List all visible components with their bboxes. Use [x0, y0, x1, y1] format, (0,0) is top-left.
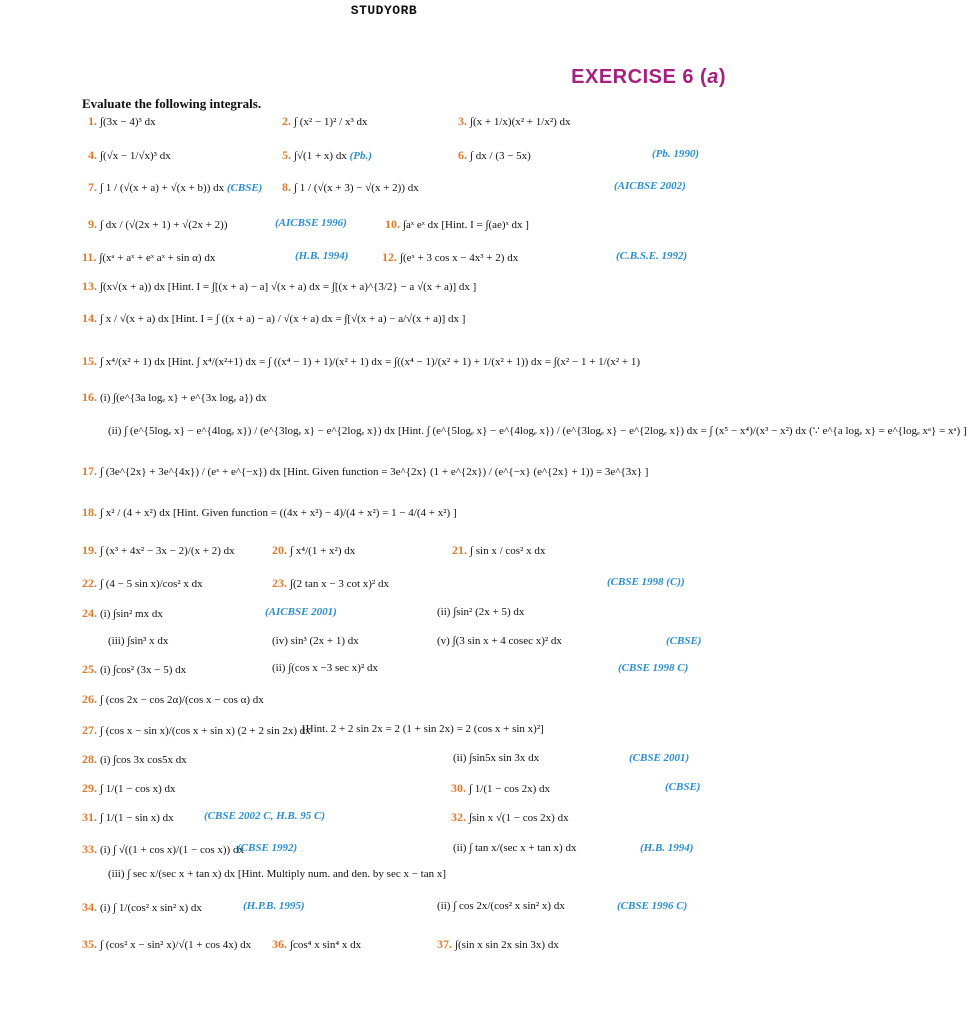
problem-expression: ∫ (3e^{2x} + 3e^{4x}) / (eˣ + e^{−x}) dx [Hint. Given function = 3e^{2x} (1 + e^{2x}) / (e^{−x} (e^{2x} + 1)) = 3e^{3x} ]	[100, 466, 649, 478]
problem-expression: ∫(2 tan x − 3 cot x)² dx	[290, 578, 389, 590]
problem-item	[82, 543, 235, 558]
problem-item	[88, 148, 171, 163]
problem-item	[618, 662, 688, 674]
problem-source: (Pb.)	[346, 150, 372, 162]
problem-source: (H.P.B. 1995)	[243, 900, 305, 912]
problem-number: 31.	[82, 810, 100, 824]
problem-expression: ∫cos⁴ x sin⁴ x dx	[290, 939, 362, 951]
problem-item	[265, 606, 337, 618]
problem-item	[82, 505, 457, 520]
problem-expression: (v) ∫(3 sin x + 4 cosec x)² dx	[437, 635, 562, 647]
problem-expression: ∫ (cos x − sin x)/(cos x + sin x) (2 + 2 sin 2x) dx	[100, 725, 311, 737]
problem-source: (AICBSE 2002)	[614, 180, 686, 192]
problem-item	[82, 752, 187, 767]
problem-expression: (i) ∫ 1/(cos² x sin² x) dx	[100, 902, 202, 914]
exercise-title-letter: a	[707, 66, 719, 88]
problem-item	[437, 606, 524, 618]
problem-number: 14.	[82, 311, 100, 325]
problem-number: 10.	[385, 217, 403, 231]
problem-source: (AICBSE 2001)	[265, 606, 337, 618]
problem-expression: ∫(xᵃ + aˣ + eˣ aˣ + sin α) dx	[99, 252, 216, 264]
problem-expression: ∫ 1 / (√(x + 3) − √(x + 2)) dx	[294, 182, 419, 194]
problem-source: (CBSE)	[224, 182, 263, 194]
problem-number: 9.	[88, 217, 100, 231]
problem-number: 35.	[82, 937, 100, 951]
problem-expression: (iii) ∫sin³ x dx	[108, 635, 169, 647]
problem-expression: ∫ 1/(1 − sin x) dx	[100, 812, 174, 824]
problem-source: (CBSE)	[665, 781, 701, 793]
problem-number: 30.	[451, 781, 469, 795]
problem-item	[108, 424, 967, 437]
problem-item	[282, 148, 372, 163]
problem-number: 1.	[88, 114, 100, 128]
problem-number: 11.	[82, 250, 100, 264]
problem-item	[453, 842, 576, 854]
instruction-text: Evaluate the following integrals.	[82, 96, 262, 111]
problem-expression: ∫ x⁴/(x² + 1) dx [Hint. ∫ x⁴/(x²+1) dx = ∫ ((x⁴ − 1) + 1)/(x² + 1) dx = ∫((x⁴ − 1)/(x² + 1) + 1/(x² + 1)) dx = ∫(x² − 1 + 1/(x² + 1)	[100, 356, 641, 368]
problem-item	[243, 900, 305, 912]
problem-item	[82, 781, 176, 796]
problem-item	[452, 543, 545, 558]
problem-item	[82, 810, 174, 825]
problem-item	[617, 900, 687, 912]
problem-expression: ∫ (cos² x − sin² x)/√(1 + cos 4x) dx	[100, 939, 252, 951]
problem-item	[385, 217, 529, 232]
problem-expression: (i) ∫cos 3x cos5x dx	[100, 754, 187, 766]
problem-item	[82, 723, 311, 738]
problem-item	[88, 114, 156, 129]
problem-number: 8.	[282, 180, 294, 194]
problem-item	[82, 900, 202, 915]
problem-item	[616, 250, 687, 262]
problem-item	[272, 662, 378, 674]
problem-expression: ∫ (x³ + 4x² − 3x − 2)/(x + 2) dx	[100, 545, 235, 557]
problem-item	[629, 752, 689, 764]
problem-expression: ∫ dx / (3 − 5x)	[470, 150, 531, 162]
problem-expression: (i) ∫(e^{3a logₑ x} + e^{3x logₑ a}) dx	[100, 392, 267, 404]
problem-expression: ∫(sin x sin 2x sin 3x) dx	[455, 939, 559, 951]
problem-source: (Pb. 1990)	[652, 148, 700, 160]
problem-item	[437, 635, 562, 647]
problem-item	[82, 354, 640, 369]
problem-number: 22.	[82, 576, 100, 590]
problem-number: 12.	[382, 250, 400, 264]
problem-item	[272, 635, 359, 647]
problem-expression: (ii) ∫ cos 2x/(cos² x sin² x) dx	[437, 900, 565, 912]
problem-item	[458, 148, 531, 163]
problem-number: 32.	[451, 810, 469, 824]
problem-expression: ∫ x / √(x + a) dx [Hint. I = ∫ ((x + a) − a) / √(x + a) dx = ∫[√(x + a) − a/√(x + a)] dx ]	[100, 313, 466, 325]
problem-item	[82, 390, 267, 405]
problem-number: 18.	[82, 505, 100, 519]
problem-expression: ∫(3x − 4)³ dx	[100, 116, 156, 128]
problem-item	[453, 752, 539, 764]
problem-item	[652, 148, 699, 160]
problem-number: 19.	[82, 543, 100, 557]
problem-number: 29.	[82, 781, 100, 795]
problem-number: 21.	[452, 543, 470, 557]
problem-expression: ∫(x√(x + a)) dx [Hint. I = ∫[(x + a) − a] √(x + a) dx = ∫[(x + a)^{3/2} − a √(x + a)] dx ]	[100, 281, 477, 293]
problem-item	[88, 180, 262, 195]
exercise-title: EXERCISE 6 (a)	[571, 66, 726, 88]
problem-expression: (ii) ∫sin5x sin 3x dx	[453, 752, 540, 764]
problem-source: (H.B. 1994)	[640, 842, 694, 854]
problem-item	[640, 842, 693, 854]
problem-expression: ∫ sin x / cos² x dx	[470, 545, 546, 557]
problem-item	[272, 937, 361, 952]
problem-expression: (ii) ∫ tan x/(sec x + tan x) dx	[453, 842, 577, 854]
problem-item	[451, 810, 569, 825]
problem-expression: ∫ (4 − 5 sin x)/cos² x dx	[100, 578, 203, 590]
problem-item	[82, 464, 648, 479]
problem-expression: ∫√(1 + x) dx	[294, 150, 347, 162]
problem-item	[437, 900, 565, 912]
problem-source: (CBSE)	[666, 635, 702, 647]
problem-number: 7.	[88, 180, 100, 194]
problem-number: 26.	[82, 692, 100, 706]
page-header-brand: STUDYORB	[350, 3, 418, 18]
problem-item	[82, 692, 264, 707]
problem-expression: (ii) ∫ (e^{5logₑ x} − e^{4logₑ x}) / (e^{3logₑ x} − e^{2logₑ x}) dx [Hint. ∫ (e^{5logₑ x} − e^{4logₑ x}) / (e^{3logₑ x} − e^{2logₑ x}) dx = ∫ (x⁵ − x⁴)/(x³ − x²) dx (∵ e^{a logₑ x} = e^{logₑ xᵃ} = xᵃ) ]	[108, 425, 967, 437]
problem-item	[665, 781, 700, 793]
problem-number: 36.	[272, 937, 290, 951]
problem-expression: [Hint. 2 + 2 sin 2x = 2 (1 + sin 2x) = 2 (cos x + sin x)²]	[302, 723, 544, 735]
problem-item	[82, 662, 186, 677]
problem-item	[437, 937, 559, 952]
problem-item	[272, 543, 355, 558]
problem-source: (CBSE 2002 C, H.B. 95 C)	[204, 810, 326, 822]
problem-source: (CBSE 1996 C)	[617, 900, 688, 912]
problem-number: 3.	[458, 114, 470, 128]
problem-expression: (iv) sin³ (2x + 1) dx	[272, 635, 359, 647]
problem-expression: ∫ 1 / (√(x + a) + √(x + b)) dx	[100, 182, 225, 194]
problem-item	[302, 723, 544, 735]
problem-expression: ∫ dx / (√(2x + 1) + √(2x + 2))	[100, 219, 228, 231]
problem-expression: ∫ 1/(1 − cos 2x) dx	[469, 783, 551, 795]
problem-expression: ∫aˣ eˣ dx [Hint. I = ∫(ae)ˣ dx ]	[403, 219, 529, 231]
problem-source: (CBSE 2001)	[629, 752, 690, 764]
problem-expression: ∫(eˣ + 3 cos x − 4x³ + 2) dx	[400, 252, 519, 264]
problem-source: (CBSE 1992)	[237, 842, 298, 854]
problem-expression: (ii) ∫(cos x −3 sec x)² dx	[272, 662, 378, 674]
problem-item	[82, 937, 251, 952]
problem-item	[108, 868, 446, 880]
problem-item	[82, 842, 244, 857]
problem-expression: (iii) ∫ sec x/(sec x + tan x) dx [Hint. Multiply num. and den. by sec x − tan x]	[108, 868, 447, 880]
problem-item	[88, 217, 227, 232]
problem-expression: ∫ (cos 2x − cos 2α)/(cos x − cos α) dx	[100, 694, 264, 706]
problem-expression: ∫ x² / (4 + x²) dx [Hint. Given function = ((4x + x²) − 4)/(4 + x²) = 1 − 4/(4 + x²) ]	[100, 507, 457, 519]
problem-item	[607, 576, 685, 588]
problem-item	[458, 114, 571, 129]
problem-item	[666, 635, 701, 647]
problem-number: 34.	[82, 900, 100, 914]
problem-expression: ∫ (x² − 1)² / x³ dx	[294, 116, 368, 128]
problem-item	[82, 606, 163, 621]
problem-number: 2.	[282, 114, 294, 128]
problem-item	[237, 842, 297, 854]
problem-source: (CBSE 1998 (C))	[607, 576, 685, 588]
problem-number: 33.	[82, 842, 100, 856]
problem-expression: (i) ∫ √((1 + cos x)/(1 − cos x)) dx	[100, 844, 244, 856]
problem-number: 20.	[272, 543, 290, 557]
problem-number: 24.	[82, 606, 100, 620]
problem-item	[82, 250, 215, 265]
problem-item	[282, 180, 419, 195]
problem-expression: ∫ x⁴/(1 + x²) dx	[290, 545, 356, 557]
problem-item	[272, 576, 389, 591]
problem-item	[82, 311, 465, 326]
problem-number: 25.	[82, 662, 100, 676]
problem-expression: (i) ∫cos² (3x − 5) dx	[100, 664, 187, 676]
problem-expression: ∫(x + 1/x)(x² + 1/x²) dx	[470, 116, 571, 128]
problem-number: 15.	[82, 354, 100, 368]
problem-number: 6.	[458, 148, 470, 162]
problem-source: (CBSE 1998 C)	[618, 662, 689, 674]
problem-number: 23.	[272, 576, 290, 590]
problem-number: 16.	[82, 390, 100, 404]
problem-item	[275, 217, 347, 229]
problem-item	[451, 781, 550, 796]
problem-number: 5.	[282, 148, 294, 162]
problem-item	[382, 250, 518, 265]
problem-expression: ∫ 1/(1 − cos x) dx	[100, 783, 176, 795]
problem-item	[295, 250, 348, 262]
problem-item	[108, 635, 168, 647]
problem-expression: ∫sin x √(1 − cos 2x) dx	[469, 812, 569, 824]
problem-expression: ∫(√x − 1/√x)³ dx	[100, 150, 171, 162]
problem-source: (H.B. 1994)	[295, 250, 349, 262]
problem-source: (C.B.S.E. 1992)	[616, 250, 688, 262]
problem-expression: (i) ∫sin² mx dx	[100, 608, 163, 620]
problem-number: 4.	[88, 148, 100, 162]
problem-number: 17.	[82, 464, 100, 478]
problem-item	[82, 279, 476, 294]
exercise-title-text: EXERCISE 6	[571, 66, 694, 88]
problem-item	[282, 114, 368, 129]
problem-number: 27.	[82, 723, 100, 737]
problem-number: 28.	[82, 752, 100, 766]
problem-number: 13.	[82, 279, 100, 293]
problem-item	[614, 180, 686, 192]
problem-item	[82, 576, 203, 591]
problem-number: 37.	[437, 937, 455, 951]
problem-item	[204, 810, 325, 822]
problem-expression: (ii) ∫sin² (2x + 5) dx	[437, 606, 525, 618]
problem-source: (AICBSE 1996)	[275, 217, 347, 229]
